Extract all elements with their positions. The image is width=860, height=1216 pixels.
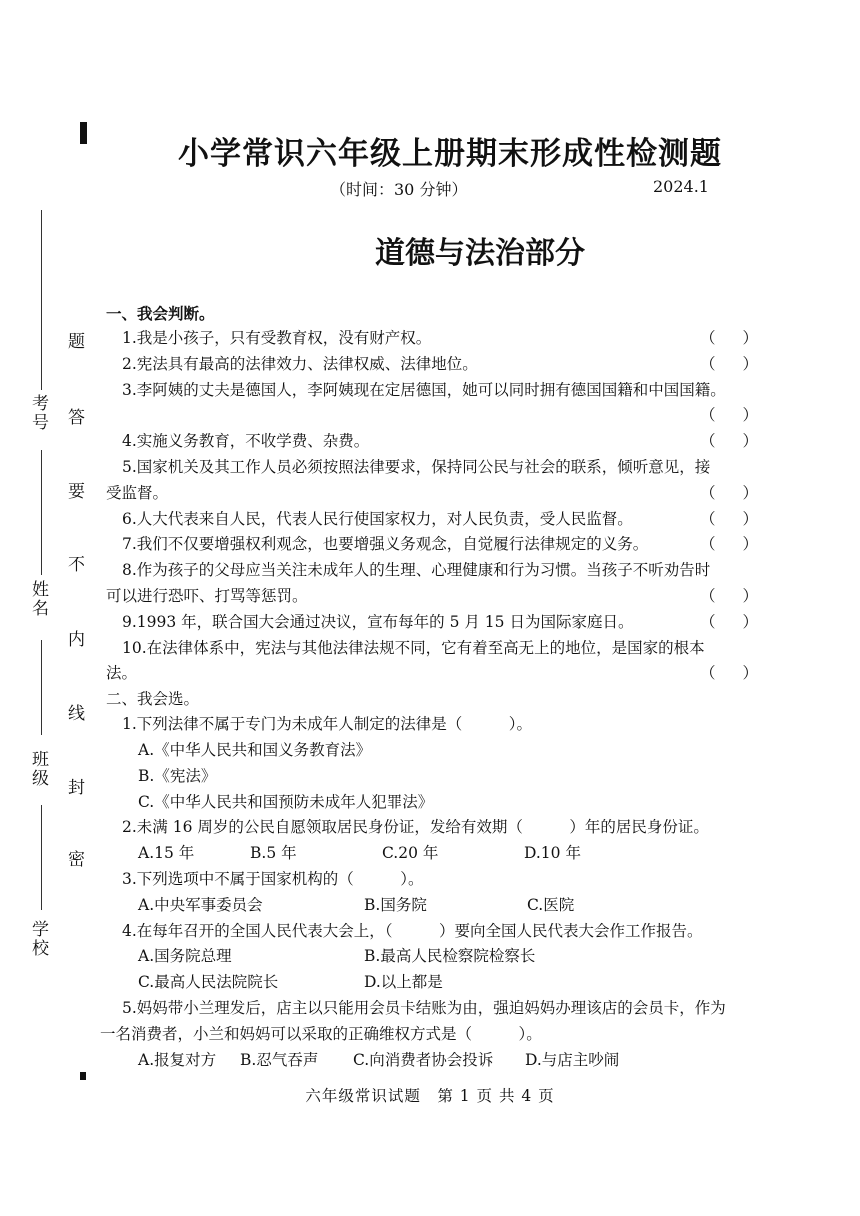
margin-line — [41, 805, 42, 910]
answer-blank[interactable] — [700, 532, 758, 558]
answer-blank[interactable] — [700, 352, 758, 378]
option-c[interactable]: C.医院 — [527, 895, 575, 914]
option-a[interactable]: A.国务院总理 — [138, 947, 232, 966]
judge-item — [106, 352, 766, 378]
options — [106, 944, 766, 970]
question-stem: 3.下列选项中不属于国家机构的（ ）。 — [122, 869, 424, 888]
seal-char: 答 — [64, 408, 84, 425]
option-c[interactable]: C.最高人民法院院长 — [138, 973, 279, 992]
seal-char: 不 — [64, 555, 84, 572]
option-a[interactable]: A.15 年 — [138, 844, 195, 863]
paren-left: （ — [700, 664, 716, 683]
option-b[interactable]: B.最高人民检察院检察长 — [364, 947, 536, 966]
answer-blank[interactable] — [700, 403, 758, 429]
paren-right: ） — [742, 509, 758, 528]
judge-item — [106, 558, 766, 610]
exam-title: 小学常识六年级上册期末形成性检测题 — [178, 136, 722, 172]
judge-item-text — [106, 636, 766, 688]
paren-left: （ — [700, 354, 716, 373]
margin-line — [41, 640, 42, 735]
seal-char: 密 — [64, 850, 84, 867]
question-stem: 4.在每年召开的全国人民代表大会上，（ ）要向全国人民代表大会作工作报告。 — [122, 921, 703, 940]
paren-right: ） — [742, 406, 758, 425]
options — [106, 841, 766, 867]
question-stem-line: 一名消费者，小兰和妈妈可以采取的正确维权方式是（ ）。 — [100, 1024, 542, 1043]
seal-char: 要 — [64, 482, 84, 499]
paren-left: （ — [700, 535, 716, 554]
paren-right: ） — [742, 664, 758, 683]
judge-item — [106, 455, 766, 507]
question-stem: 2.未满 16 周岁的公民自愿领取居民身份证，发给有效期（ ）年的居民身份证。 — [122, 818, 709, 837]
option-c[interactable]: C.20 年 — [382, 844, 439, 863]
option-b[interactable]: B.国务院 — [364, 895, 427, 914]
judge-item-text: 2.宪法具有最高的法律效力、法律权威、法律地位。 — [122, 354, 478, 373]
label-exam-number: 考号 — [28, 394, 48, 432]
judge-item — [106, 610, 766, 636]
paren-left: （ — [700, 329, 716, 347]
option-c[interactable]: C.《中华人民共和国预防未成年人犯罪法》 — [138, 792, 434, 811]
options — [100, 1048, 766, 1074]
judge-item-text: 1.我是小孩子，只有受教育权，没有财产权。 — [122, 329, 432, 347]
paren-right: ） — [742, 535, 758, 554]
answer-blank[interactable] — [700, 610, 758, 636]
options — [106, 893, 766, 919]
option-d[interactable]: D.10 年 — [524, 844, 581, 863]
choice-question — [106, 919, 766, 996]
section1-heading: 一、我会判断。 — [106, 304, 215, 323]
label-school: 学校 — [28, 920, 48, 958]
margin-line — [41, 210, 42, 390]
options — [106, 738, 766, 815]
judge-item-line: 10.在法律体系中，宪法与其他法律法规不同，它有着至高无上的地位，是国家的根本 — [122, 638, 705, 657]
answer-blank[interactable] — [700, 507, 758, 533]
judge-item — [106, 378, 766, 430]
option-b[interactable]: B.忍气吞声 — [240, 1050, 319, 1069]
judge-item-line: 法。 — [106, 664, 138, 683]
paren-right: ） — [742, 432, 758, 451]
seal-char: 题 — [64, 332, 84, 349]
exam-date: 2024.1 — [653, 177, 709, 196]
judge-item-text — [106, 455, 766, 507]
answer-blank[interactable] — [700, 481, 758, 507]
judge-item — [106, 532, 766, 558]
option-d[interactable]: D.与店主吵闹 — [525, 1050, 620, 1069]
question-stem: 1.下列法律不属于专门为未成年人制定的法律是（ ）。 — [122, 715, 533, 734]
choice-question — [106, 867, 766, 919]
question-stem-line: 5.妈妈带小兰理发后，店主以只能用会员卡结账为由，强迫妈妈办理该店的会员卡，作为 — [122, 998, 726, 1017]
paren-right: ） — [742, 483, 758, 502]
judge-item-text — [106, 558, 766, 610]
exam-content — [100, 301, 766, 1073]
judge-item-text: 7.我们不仅要增强权利观念，也要增强义务观念，自觉履行法律规定的义务。 — [122, 535, 649, 554]
paren-left: （ — [700, 483, 716, 502]
answer-blank[interactable] — [700, 661, 758, 687]
section-title: 道德与法治部分 — [375, 236, 585, 271]
choice-question — [100, 996, 766, 1073]
judge-item — [106, 507, 766, 533]
margin-line — [41, 450, 42, 575]
option-a[interactable]: A.报复对方 — [138, 1050, 217, 1069]
seal-char: 线 — [64, 704, 84, 721]
paren-left: （ — [700, 432, 716, 451]
judge-item-line: 5.国家机关及其工作人员必须按照法律要求，保持同公民与社会的联系，倾听意见，接 — [122, 457, 711, 476]
paren-right: ） — [742, 586, 758, 605]
option-d[interactable]: D.以上都是 — [364, 973, 443, 992]
judge-item-text: 3.李阿姨的丈夫是德国人，李阿姨现在定居德国，她可以同时拥有德国国籍和中国国籍。 — [122, 380, 726, 399]
exam-time: （时间：30 分钟） — [330, 180, 468, 199]
paren-right: ） — [742, 354, 758, 373]
options — [106, 970, 766, 996]
choice-question — [106, 815, 766, 867]
judge-item — [106, 636, 766, 688]
seal-char: 内 — [64, 630, 84, 647]
judge-item-line: 可以进行恐吓、打骂等惩罚。 — [106, 586, 308, 605]
binding-margin — [0, 0, 100, 1216]
judge-item — [106, 429, 766, 455]
judge-item — [106, 326, 766, 352]
paren-right: ） — [742, 329, 758, 347]
judge-item-text: 6.人大代表来自人民，代表人民行使国家权力，对人民负责，受人民监督。 — [122, 509, 633, 528]
scan-mark-top — [80, 122, 87, 144]
judge-item-line: 8.作为孩子的父母应当关注未成年人的生理、心理健康和行为习惯。当孩子不听劝告时 — [122, 561, 711, 580]
section2-heading: 二、我会选。 — [106, 690, 200, 709]
scan-mark-bottom — [80, 1072, 86, 1080]
paren-left: （ — [700, 509, 716, 528]
option-c[interactable]: C.向消费者协会投诉 — [353, 1050, 494, 1069]
judge-item-text: 4.实施义务教育，不收学费、杂费。 — [122, 432, 370, 451]
paren-left: （ — [700, 612, 716, 631]
answer-blank[interactable] — [700, 584, 758, 610]
page-footer: 六年级常识试题 第 1 页 共 4 页 — [305, 1087, 555, 1105]
option-b[interactable]: B.《宪法》 — [138, 766, 217, 785]
choice-question — [106, 712, 766, 815]
label-class: 班级 — [28, 750, 48, 788]
paren-left: （ — [700, 586, 716, 605]
option-a[interactable]: A.《中华人民共和国义务教育法》 — [138, 740, 372, 759]
judge-item-text: 9.1993 年，联合国大会通过决议，宣布每年的 5 月 15 日为国际家庭日。 — [122, 612, 634, 631]
seal-char: 封 — [64, 778, 84, 795]
option-b[interactable]: B.5 年 — [250, 844, 297, 863]
judge-item-line: 受监督。 — [106, 483, 169, 502]
option-a[interactable]: A.中央军事委员会 — [138, 895, 263, 914]
answer-blank[interactable] — [700, 326, 758, 352]
paren-right: ） — [742, 612, 758, 631]
label-name: 姓名 — [28, 580, 48, 618]
question-stem — [100, 996, 766, 1048]
paren-left: （ — [700, 406, 716, 425]
answer-blank[interactable] — [700, 429, 758, 455]
